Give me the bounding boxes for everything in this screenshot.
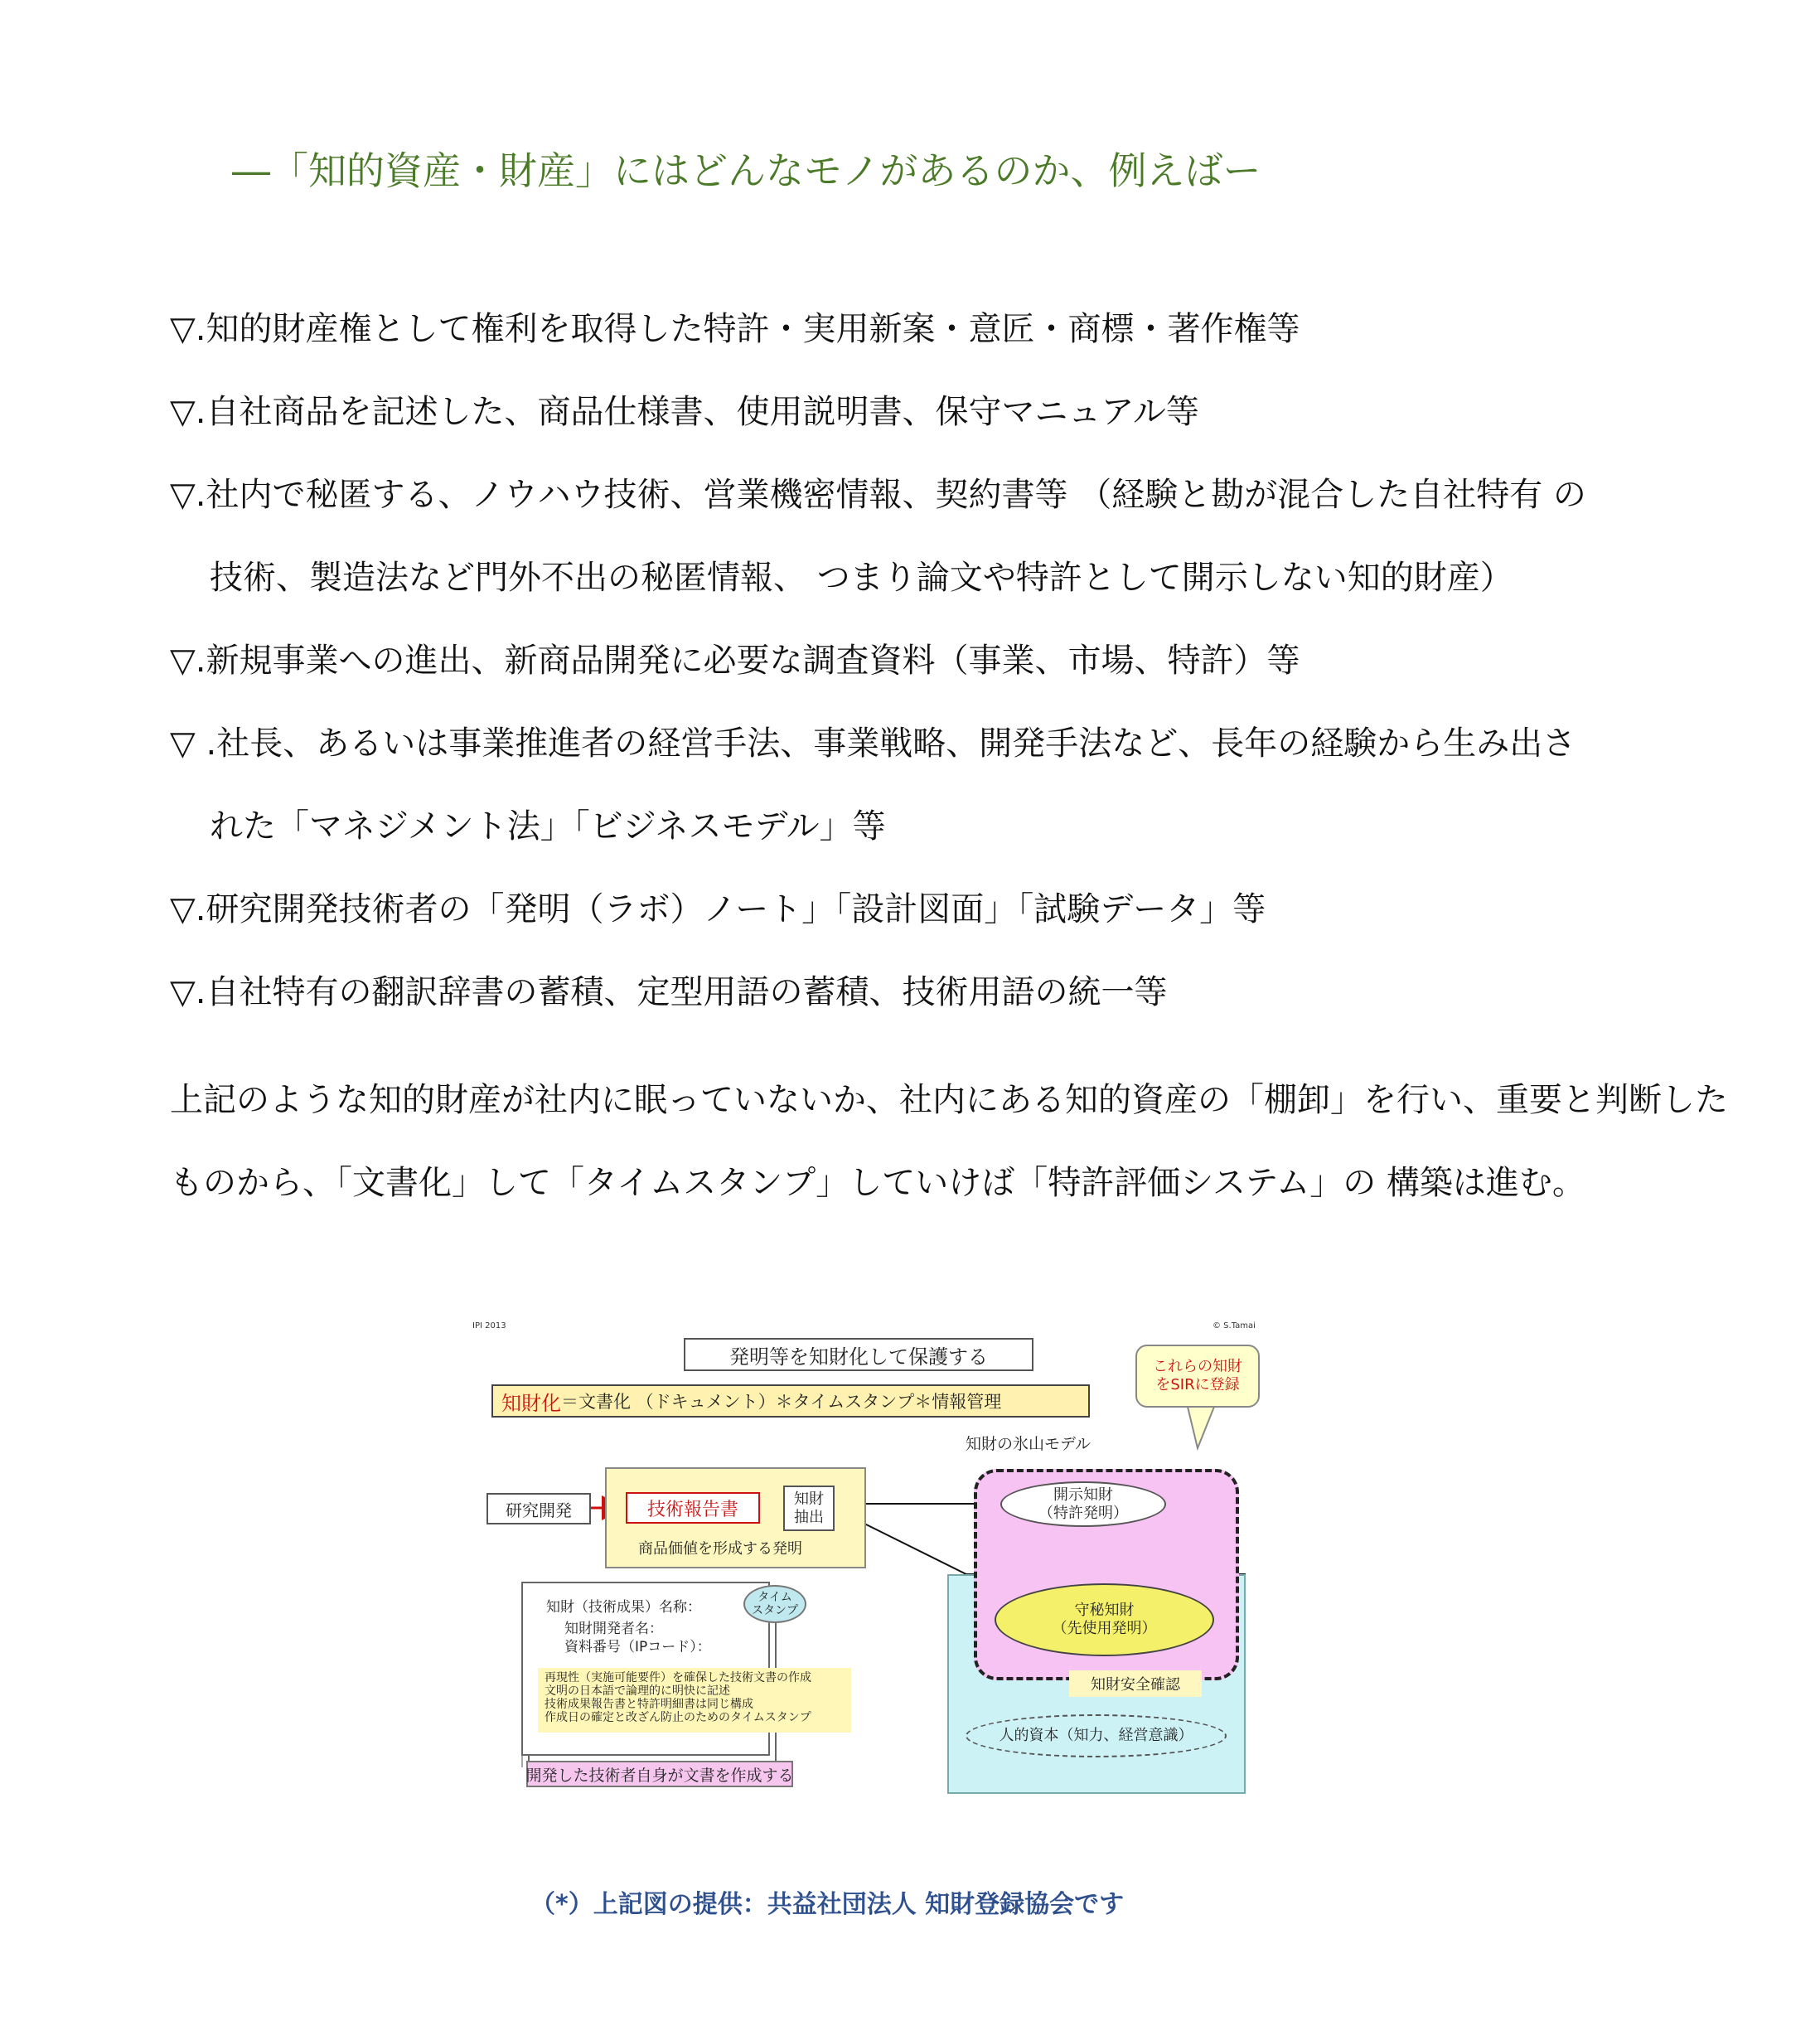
bullet-item: ▽.研究開発技術者の「発明（ラボ）ノート」「設計図面」「試験データ」等 <box>170 890 1266 928</box>
extract-line: 知財 <box>794 1490 824 1508</box>
paragraph-line: ものから、「文書化」して「タイムスタンプ」していけば「特許評価システム」の 構築は進む。 <box>170 1164 1585 1202</box>
callout-line: これらの知財 <box>1153 1358 1242 1375</box>
doc-developer-line: 知財開発者名： <box>564 1621 663 1637</box>
secret-line: （先使用発明） <box>1052 1620 1157 1637</box>
human-capital-text: 人的資本（知力、経営意識） <box>999 1727 1193 1744</box>
bullet-item-continuation: 技術、製造法など門外不出の秘匿情報、 つまり論文や特許として開示しない知的財産） <box>210 559 1513 597</box>
note-line: 技術成果報告書と特許明細書は同じ構成 <box>545 1698 753 1711</box>
callout-pointer <box>1188 1407 1214 1448</box>
timestamp-badge <box>743 1585 806 1623</box>
disclosed-line: 開示知財 <box>1053 1486 1113 1504</box>
disclosed-ip-oval <box>1000 1481 1166 1527</box>
iceberg-label: 知財の氷山モデル <box>966 1435 1092 1453</box>
bullet-list <box>170 308 1745 1054</box>
timestamp-line: スタンプ <box>752 1604 798 1617</box>
page-heading: ―「知的資産・財産」にはどんなモノがあるのか、例えばー <box>232 148 1261 193</box>
bullet-item: ▽.新規事業への進出、新商品開発に必要な調査資料（事業、市場、特許）等 <box>170 642 1300 680</box>
secret-ip-oval <box>995 1583 1214 1656</box>
doc-number-line: 資料番号（IPコード）： <box>564 1639 711 1655</box>
doc-name-line: 知財（技術成果）名称： <box>546 1599 701 1616</box>
ip-iceberg-figure <box>468 1320 1293 1801</box>
bullet-item: ▽.自社商品を記述した、商品仕様書、使用説明書、保守マニュアル等 <box>170 393 1199 431</box>
human-capital-oval <box>966 1714 1227 1757</box>
bullet-item-continuation: れた「マネジメント法」「ビジネスモデル」等 <box>210 807 886 846</box>
figure-title: 発明等を知財化して保護する <box>684 1338 1033 1371</box>
definition-banner <box>491 1384 1090 1418</box>
product-value-caption: 商品価値を形成する発明 <box>638 1540 802 1558</box>
bullet-item: ▽.知的財産権として権利を取得した特許・実用新案・意匠・商標・著作権等 <box>170 310 1300 348</box>
registration-callout <box>1135 1345 1260 1408</box>
definition-rest: ＝文書化 （ドキュメント）＊タイムスタンプ＊情報管理 <box>561 1392 1002 1412</box>
disclosed-line: （特許発明） <box>1038 1504 1128 1522</box>
bullet-item: ▽.自社特有の翻訳辞書の蓄積、定型用語の蓄積、技術用語の統一等 <box>170 973 1168 1011</box>
bullet-item: ▽ .社長、あるいは事業推進者の経営手法、事業戦略、開発手法など、長年の経験から生み出さ <box>170 725 1576 763</box>
bullet-item: ▽.社内で秘匿する、ノウハウ技術、営業機密情報、契約書等 （経験と勘が混合した自社特有 の <box>170 476 1586 514</box>
document-notes <box>538 1668 851 1733</box>
extract-line: 抽出 <box>794 1508 824 1526</box>
note-line: 再現性（実施可能要件）を確保した技術文書の作成 <box>545 1671 811 1684</box>
safety-check-label: 知財安全確認 <box>1069 1670 1202 1697</box>
secret-line: 守秘知財 <box>1074 1602 1135 1619</box>
tech-report-box: 技術報告書 <box>626 1492 760 1524</box>
definition-head: 知財化 <box>501 1391 561 1415</box>
figure-corner-right: © S.Tamai <box>1213 1321 1256 1330</box>
paragraph-line: 上記のような知的財産が社内に眠っていないか、社内にある知的資産の「棚卸」を行い、重要と判断した <box>170 1081 1728 1119</box>
note-line: 文明の日本語で論理的に明快に記述 <box>545 1684 730 1698</box>
summary-paragraph <box>170 1079 1794 1245</box>
author-note-label: 開発した技術者自身が文書を作成する <box>526 1761 793 1787</box>
figure-corner-left: IPI 2013 <box>472 1321 506 1330</box>
figure-credit: （*）上記図の提供：共益社団法人 知財登録協会です <box>530 1890 1125 1919</box>
extract-box <box>783 1486 835 1531</box>
research-box: 研究開発 <box>486 1493 591 1524</box>
note-line: 作成日の確定と改ざん防止のためのタイムスタンプ <box>545 1711 811 1724</box>
timestamp-line: タイム <box>758 1591 792 1604</box>
callout-line: をSIRに登録 <box>1155 1376 1240 1393</box>
